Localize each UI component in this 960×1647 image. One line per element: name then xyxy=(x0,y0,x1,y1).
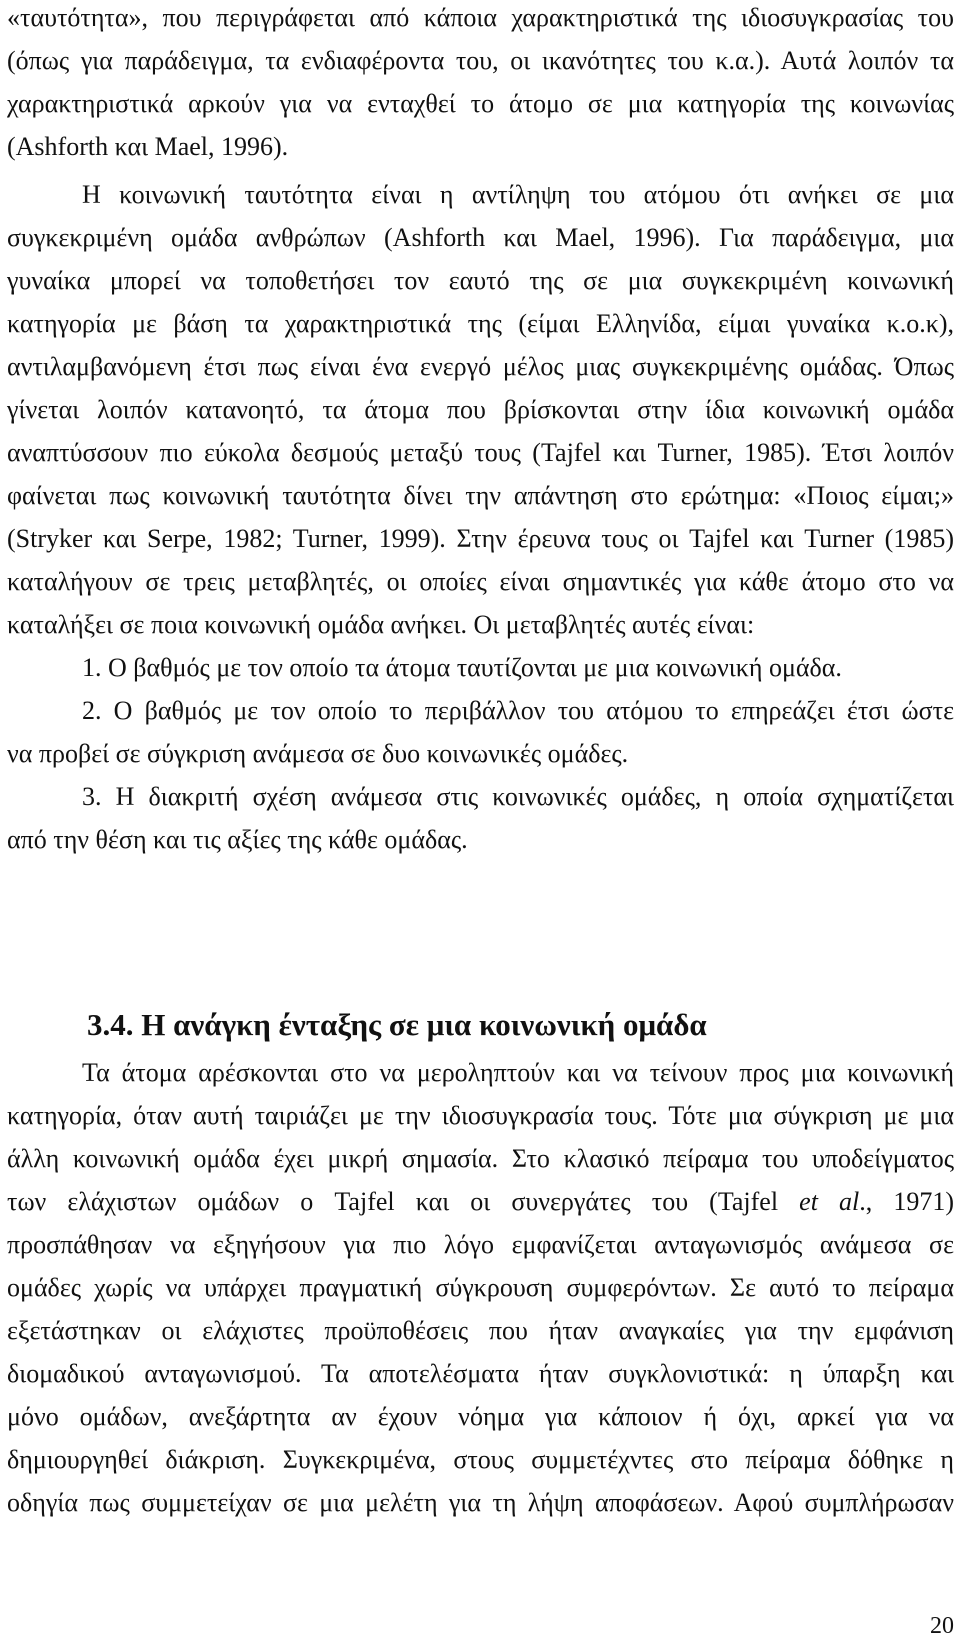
citation-line xyxy=(7,1187,954,1217)
text-line: (Stryker και Serpe, 1982; Turner, 1999). Στην έρευνα τους οι Tajfel και Turner (1985) xyxy=(7,524,954,553)
text-line: ομάδες χωρίς να υπάρχει πραγματική σύγκρουση συμφερόντων. Σε αυτό το πείραμα xyxy=(7,1273,954,1302)
text-line: αναπτύσσουν πιο εύκολα δεσμούς μεταξύ τους (Tajfel και Turner, 1985). Έτσι λοιπόν xyxy=(7,438,954,467)
citation-year: ., 1971) xyxy=(859,1187,954,1216)
text-line: (Ashforth και Mael, 1996). xyxy=(7,132,289,161)
text-line: μόνο ομάδων, ανεξάρτητα αν έχουν νόημα για κάποιον ή όχι, αρκεί για να xyxy=(7,1402,954,1431)
text-line: συγκεκριμένη ομάδα ανθρώπων (Ashforth και Mael, 1996). Για παράδειγμα, μια xyxy=(7,223,954,252)
list-item-continuation: από την θέση και τις αξίες της κάθε ομάδας. xyxy=(7,825,468,854)
text-line: γίνεται λοιπόν κατανοητό, τα άτομα που βρίσκονται στην ίδια κοινωνική ομάδα xyxy=(7,395,954,424)
section-heading: 3.4. Η ανάγκη ένταξης σε μια κοινωνική ομάδα xyxy=(87,1007,707,1042)
text-line: προσπάθησαν να εξηγήσουν για πιο λόγο εμφανίζεται ανταγωνισμός ανάμεσα σε xyxy=(7,1230,954,1259)
document-page xyxy=(7,0,954,1647)
text-line: καταλήξει σε ποια κοινωνική ομάδα ανήκει. Οι μεταβλητές αυτές είναι: xyxy=(7,610,755,639)
text-line: κατηγορία, όταν αυτή ταιριάζει με την ιδιοσυγκρασία τους. Τότε μια σύγκριση με μια xyxy=(7,1101,954,1130)
text-line: χαρακτηριστικά αρκούν για να ενταχθεί το άτομο σε μια κατηγορία της κοινωνίας xyxy=(7,89,954,118)
list-item: 1. Ο βαθμός με τον οποίο τα άτομα ταυτίζονται με μια κοινωνική ομάδα. xyxy=(82,653,842,682)
text-line: δημιουργηθεί διάκριση. Συγκεκριμένα, στους συμμετέχντες στο πείραμα δόθηκε η xyxy=(7,1445,954,1474)
text-line: διομαδικού ανταγωνισμού. Τα αποτελέσματα ήταν συγκλονιστικά: η ύπαρξη και xyxy=(7,1359,954,1388)
text-line: εξετάστηκαν οι ελάχιστες προϋποθέσεις που ήταν αναγκαίες για την εμφάνιση xyxy=(7,1316,954,1345)
text-line: Τα άτομα αρέσκονται στο να μεροληπτούν και να τείνουν προς μια κοινωνική xyxy=(82,1058,954,1087)
citation-line-text: των ελάχιστων ομάδων ο Tajfel και οι συνεργάτες του (Tajfel xyxy=(7,1187,800,1216)
list-item-continuation: να προβεί σε σύγκριση ανάμεσα σε δυο κοινωνικές ομάδες. xyxy=(7,739,629,768)
text-line: άλλη κοινωνική ομάδα έχει μικρή σημασία. Στο κλασικό πείραμα του υποδείγματος xyxy=(7,1144,954,1173)
text-line: Η κοινωνική ταυτότητα είναι η αντίληψη του ατόμου ότι ανήκει σε μια xyxy=(82,180,954,209)
citation-italic: et al xyxy=(799,1187,860,1216)
text-line: οδηγία πως συμμετείχαν σε μια μελέτη για τη λήψη αποφάσεων. Αφού συμπλήρωσαν xyxy=(7,1488,954,1517)
text-line: κατηγορία με βάση τα χαρακτηριστικά της (είμαι Ελληνίδα, είμαι γυναίκα κ.ο.κ), xyxy=(7,309,954,338)
list-item: 3. Η διακριτή σχέση ανάμεσα στις κοινωνικές ομάδες, η οποία σχηματίζεται xyxy=(82,782,954,811)
text-line: «ταυτότητα», που περιγράφεται από κάποια χαρακτηριστικά της ιδιοσυγκρασίας του xyxy=(7,3,954,32)
text-line: φαίνεται πως κοινωνική ταυτότητα δίνει την απάντηση στο ερώτημα: «Ποιος είμαι;» xyxy=(7,481,954,510)
text-line: καταλήγουν σε τρεις μεταβλητές, οι οποίες είναι σημαντικές για κάθε άτομο στο να xyxy=(7,567,954,596)
page-number: 20 xyxy=(930,1613,954,1639)
text-line: γυναίκα μπορεί να τοποθετήσει τον εαυτό της σε μια συγκεκριμένη κοινωνική xyxy=(7,266,954,295)
text-line: αντιλαμβανόμενη έτσι πως είναι ένα ενεργό μέλος μιας συγκεκριμένης ομάδας. Όπως xyxy=(7,352,954,381)
list-item: 2. Ο βαθμός με τον οποίο το περιβάλλον του ατόμου το επηρεάζει έτσι ώστε xyxy=(82,696,954,725)
text-line: (όπως για παράδειγμα, τα ενδιαφέροντα του, οι ικανότητες του κ.α.). Αυτά λοιπόν τα xyxy=(7,46,954,75)
